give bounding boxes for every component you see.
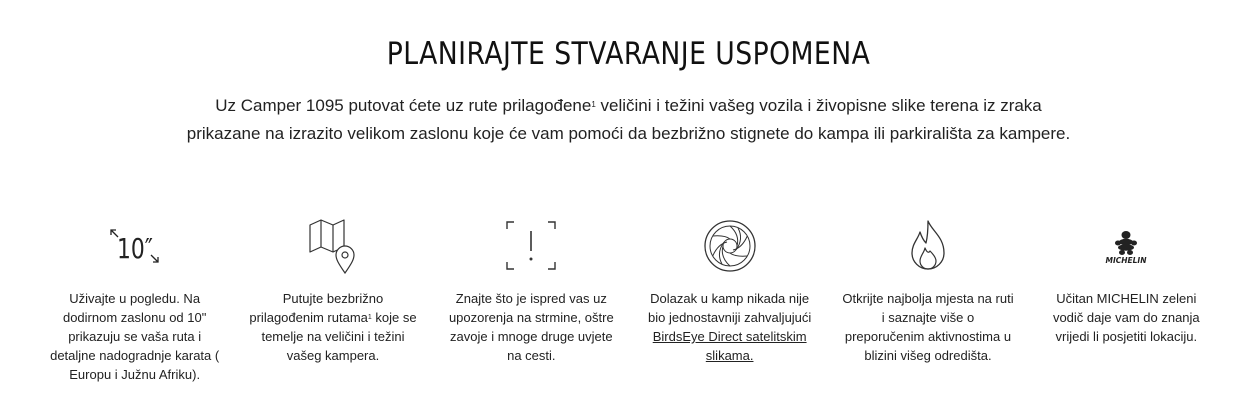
feature-birdseye-text (632, 289, 827, 365)
feature-screen (37, 215, 232, 384)
section-heading: PLANIRAJTE STVARANJE USPOMENA (386, 36, 871, 72)
screen-size-icon (37, 215, 232, 277)
michelin-logo-text: MICHELIN (1105, 256, 1147, 265)
map-pin-icon (235, 215, 430, 277)
warning-viewfinder-icon (434, 215, 629, 277)
feature-birdseye (632, 215, 827, 384)
feature-routes-text-a: Putujte bezbrižno prilagođenim rutama (249, 291, 384, 325)
feature-routes-text (235, 289, 430, 365)
screen-size-label: 10″ (116, 232, 153, 265)
intro-text-b: veličini i težini vašeg vozila i živopisne slike terena iz zraka prikazane na izrazito velikom zaslonu koje će vam pomoći da bezbrižno stignete do kampa ili parkirališta za kampere. (186, 96, 1071, 143)
feature-michelin-text: Učitan MICHELIN zeleni vodič daje vam do znanja vrijedi li posjetiti lokaciju. (1052, 291, 1200, 344)
feature-routes (235, 215, 430, 384)
feature-places-text: Otkrijte najbolja mjesta na ruti i saznajte više o preporučenim aktivnostima u blizini višeg odredišta. (842, 291, 1014, 363)
footnote-marker: 1 (367, 314, 372, 321)
feature-screen-text: Uživajte u pogledu. Na dodirnom zaslonu od 10" prikazuju se vaša ruta i detaljne nadogradnje karata ( Europu i Južnu Afriku). (50, 291, 220, 382)
feature-routes-text-b: koje se temelje na veličini i težini vašeg kampera. (261, 310, 417, 363)
michelin-logo-icon (1029, 215, 1224, 277)
feature-warnings (434, 215, 629, 384)
feature-warnings-text: Znajte što je ispred vas uz upozorenja na strmine, oštre zavoje i mnoge druge uvjete na cesti. (448, 291, 614, 363)
intro-paragraph (185, 92, 1072, 147)
feature-list (37, 215, 1227, 384)
flame-icon (830, 215, 1025, 277)
birdseye-link[interactable]: BirdsEye Direct satelitskim slikama. (652, 329, 807, 363)
footnote-marker: 1 (591, 100, 596, 109)
feature-birdseye-text-a: Dolazak u kamp nikada nije bio jednostavniji zahvaljujući (647, 291, 812, 325)
feature-places (830, 215, 1025, 384)
feature-michelin (1029, 215, 1224, 384)
intro-text-a: Uz Camper 1095 putovat ćete uz rute prilagođene (215, 96, 592, 115)
aperture-icon (632, 215, 827, 277)
